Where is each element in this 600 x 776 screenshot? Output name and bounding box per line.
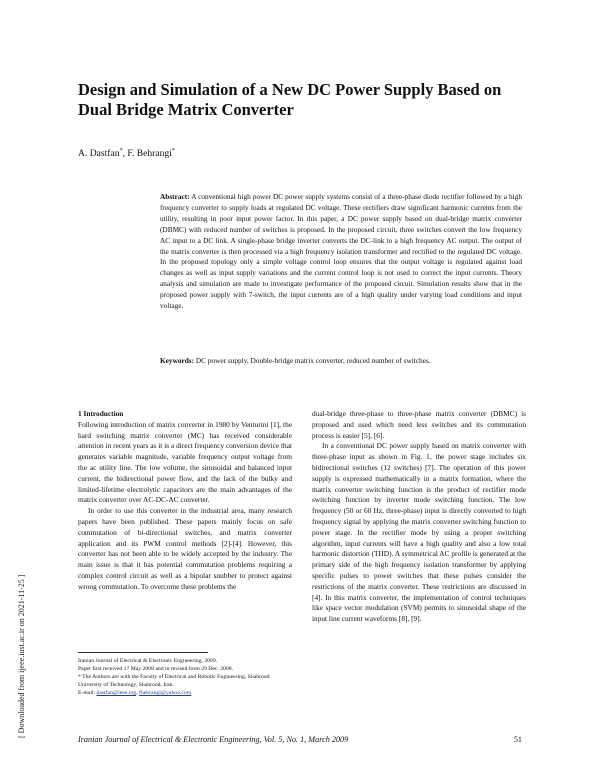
right-column — [312, 409, 526, 625]
footnote-journal: Iranian Journal of Electrical & Electronic Engineering, 2009. — [78, 658, 218, 664]
keywords-label: Keywords: — [160, 356, 195, 365]
author-name: F. Behrangi — [127, 148, 172, 160]
abstract-text: A conventional high power DC power supply systems consist of a three-phase diode rectifier followed by a high frequency converter to supply loads at regulated DC voltage. These rectifiers draw significant harmonic currents from the utility, resulting in poor input power factor. In this paper, a DC power supply based on dual-bridge matrix converter (DBMC) with reduced number of switches is proposed. In the proposed circuit, three switches convert the low frequency AC input to a DC link. A single-phase bridge inverter converts the DC-link to a high frequency AC output. The output of the matrix converter is then processed via a high frequency isolation transformer and rectified to the regulated DC voltage. In the proposed topology only a simple voltage control loop ensures that the output voltage is regulated against load changes as well as input supply variations and the current control loop is not used to correct the input currents. Theory analysis and simulation are made to investigate performance of the proposed circuit. Simulation results show that in the proposed power supply with 7-switch, the input currents are of a high quality under varying load conditions and input voltage. — [160, 192, 522, 311]
footnote-divider — [78, 652, 208, 653]
footnote-affiliation: * The Authors are with the Faculty of Electrical and Robotic Engineering, Shahrood University of Technology, Shahrood, Iran. — [78, 674, 270, 689]
section-heading: 1 Introduction — [78, 409, 124, 418]
email-link[interactable]: dastfan@ieee.org — [96, 690, 137, 697]
footnote-received: Paper first received 17 May 2008 and in revised form 29 Dec. 2008. — [78, 666, 234, 673]
email-label: E-mail: — [78, 690, 97, 697]
email-link[interactable]: fbehrangi@yahoo.com — [139, 690, 192, 697]
author-list — [78, 148, 175, 159]
body-paragraph: Following introduction of matrix converter in 1980 by Venturini [1], the hard switching matrix converter (MC) has received considerable attention in recent years as it is a direct frequency conversion device that generates variable magnitude, variable frequency output voltage from the ac utility line. The low volume, the sinusoidal and balanced input current, the bidirectional power flow, and the lack of the bulky and limited-lifetime electrolytic capacitors are the main advantages of the matrix converter over AC-DC-AC converter. — [78, 419, 292, 505]
footnote-email — [78, 689, 292, 697]
paper-title: Design and Simulation of a New DC Power Supply Based on Dual Bridge Matrix Converter — [78, 80, 502, 119]
footer-journal: Iranian Journal of Electrical & Electronic Engineering, Vol. 5, No. 1, March 2009 — [78, 735, 349, 744]
left-column — [78, 409, 292, 593]
footnotes — [78, 657, 292, 697]
download-stamp-text: [ Downloaded from ijeee.iust.ac.ir on 2021-11-25 ] — [17, 574, 26, 738]
page-number: 51 — [513, 735, 522, 744]
abstract — [160, 192, 522, 312]
body-paragraph: dual-bridge three-phase to three-phase matrix converter (DBMC) is proposed and used which need less switches and its commutation process is easier [5], [6]. — [312, 409, 526, 440]
email-separator: , — [136, 690, 140, 697]
affiliation-mark: * — [119, 148, 123, 154]
author-name: A. Dastfan — [78, 148, 120, 160]
keywords-text: DC power supply, Double-bridge matrix converter, reduced number of switches. — [195, 356, 431, 365]
download-stamp — [6, 548, 26, 738]
page-footer — [78, 735, 522, 744]
body-paragraph: In order to use this converter in the industrial area, many research papers have been published. These papers mainly focus on safe commutation of bi-directional switches, and matrix converter application and its PWM control methods [2]-[4]. However, this converter has not been able to be widely accepted by the industry. The main issue is that it has potential commutation problems requiring a complex control circuit as well as a bipolar snubber to protect against wrong commutation. To overcome these problems the — [78, 506, 292, 591]
keywords — [160, 356, 522, 367]
affiliation-mark: * — [171, 148, 175, 154]
body-paragraph: In a conventional DC power supply based on matrix converter with three-phase input as shown in Fig. 1, the power stage includes six bidirectional switches (12 switches) [7]. The operation of this power supply is expressed mathematically in a matrix formation, where the matrix converter switching function is the product of rectifier mode switching function by inverter mode switching function. The low frequency (50 or 60 Hz, three-phase) input is directly converted to high frequency signal by applying the matrix converter switching function to power stage. In the rectifier mode by using a proper switching algorithm, input currents will have a high quality and also a low total harmonic distortion (THD). A symmetrical AC profile is generated at the primary side of the high frequency isolation transformer by applying specific pulses to power switches that these pulses consider the restrictions of the matrix converter. These restrictions are discussed in [4]. In this matrix converter, the implementation of control techniques like space vector modulation (SVM) permits to sinusoidal shape of the input line current waveforms [8], [9]. — [312, 441, 526, 624]
author-separator: , — [122, 148, 128, 160]
abstract-label: Abstract: — [160, 192, 190, 201]
